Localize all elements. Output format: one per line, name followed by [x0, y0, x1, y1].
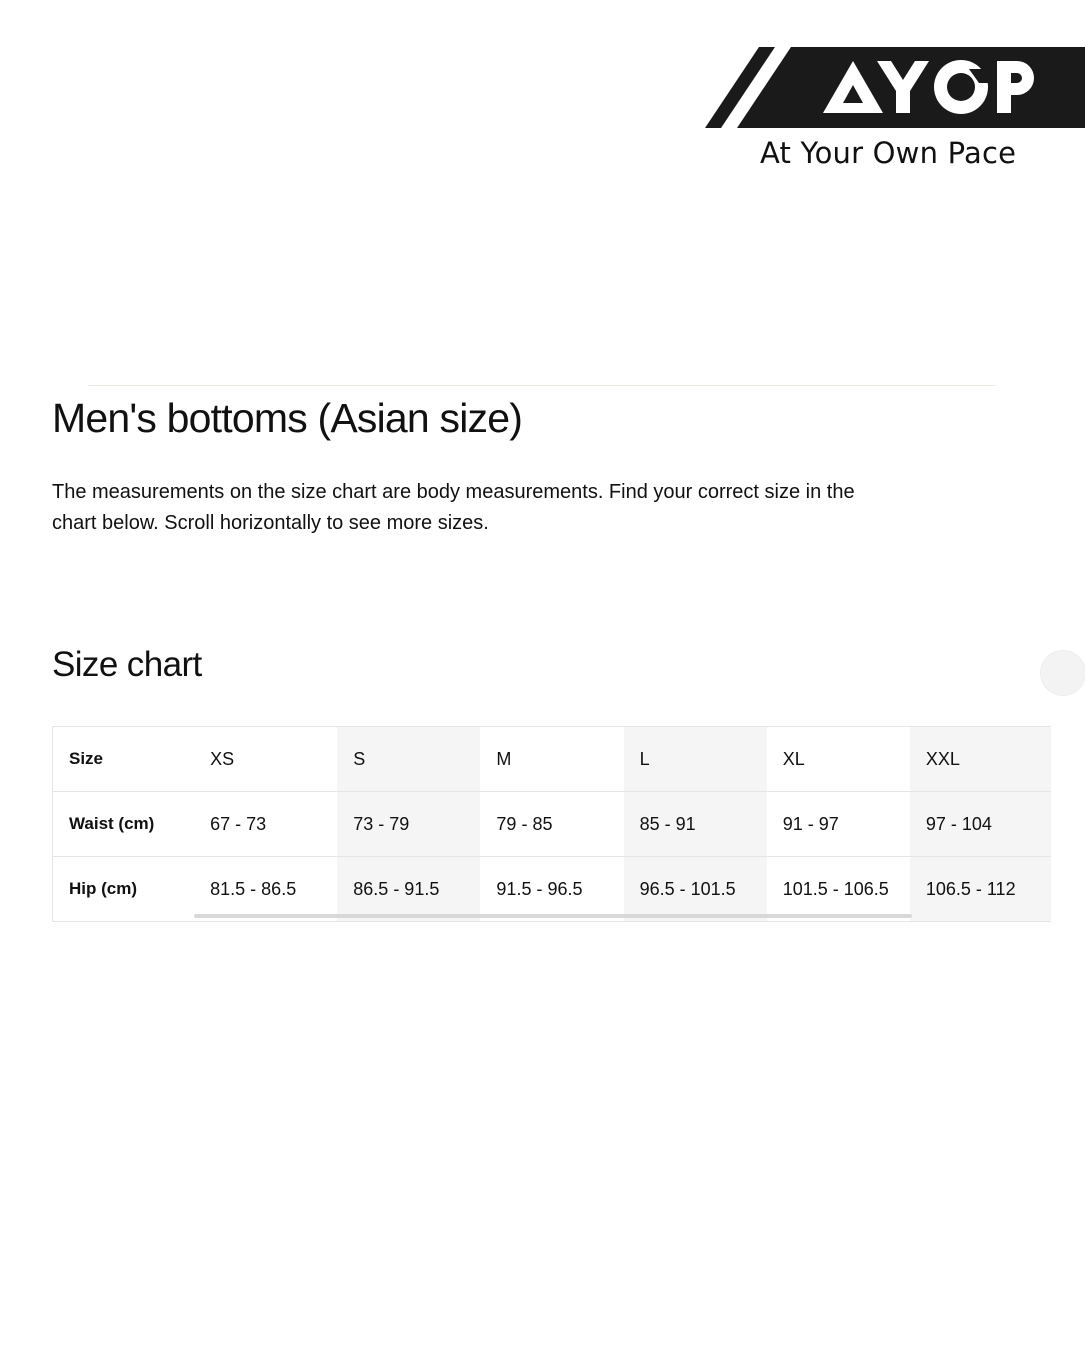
brand-tagline: At Your Own Pace: [760, 136, 1017, 170]
table-cell: XL: [767, 727, 910, 792]
table-cell: L: [624, 727, 767, 792]
scroll-right-button[interactable]: [1040, 650, 1085, 696]
table-cell: 106.5 - 112: [910, 857, 1051, 922]
table-cell: 85 - 91: [624, 792, 767, 857]
row-label: Size: [53, 727, 194, 792]
size-chart-title: Size chart: [52, 645, 202, 684]
table-cell: 81.5 - 86.5: [194, 857, 337, 922]
table-row: [53, 727, 1051, 792]
table-row: [53, 857, 1051, 922]
table-cell: 96.5 - 101.5: [624, 857, 767, 922]
size-table-scroll-area[interactable]: [52, 726, 1051, 922]
size-table: [53, 726, 1051, 922]
page-title: Men's bottoms (Asian size): [52, 395, 523, 441]
horizontal-scrollbar[interactable]: [194, 914, 912, 918]
table-cell: 91.5 - 96.5: [480, 857, 623, 922]
table-cell: 91 - 97: [767, 792, 910, 857]
table-row: [53, 792, 1051, 857]
top-divider: [88, 385, 996, 386]
table-cell: 86.5 - 91.5: [337, 857, 480, 922]
intro-text: The measurements on the size chart are body measurements. Find your correct size in the chart below. Scroll horizontally to see more sizes.: [52, 481, 855, 534]
table-cell: XS: [194, 727, 337, 792]
table-cell: M: [480, 727, 623, 792]
table-cell: S: [337, 727, 480, 792]
table-cell: 67 - 73: [194, 792, 337, 857]
row-label: Hip (cm): [53, 857, 194, 922]
table-cell: 73 - 79: [337, 792, 480, 857]
table-cell: 101.5 - 106.5: [767, 857, 910, 922]
table-cell: 79 - 85: [480, 792, 623, 857]
table-cell: 97 - 104: [910, 792, 1051, 857]
table-cell: XXL: [910, 727, 1051, 792]
brand-logo-graphic: [705, 47, 1085, 128]
row-label: Waist (cm): [53, 792, 194, 857]
brand-logo: [705, 47, 1085, 128]
